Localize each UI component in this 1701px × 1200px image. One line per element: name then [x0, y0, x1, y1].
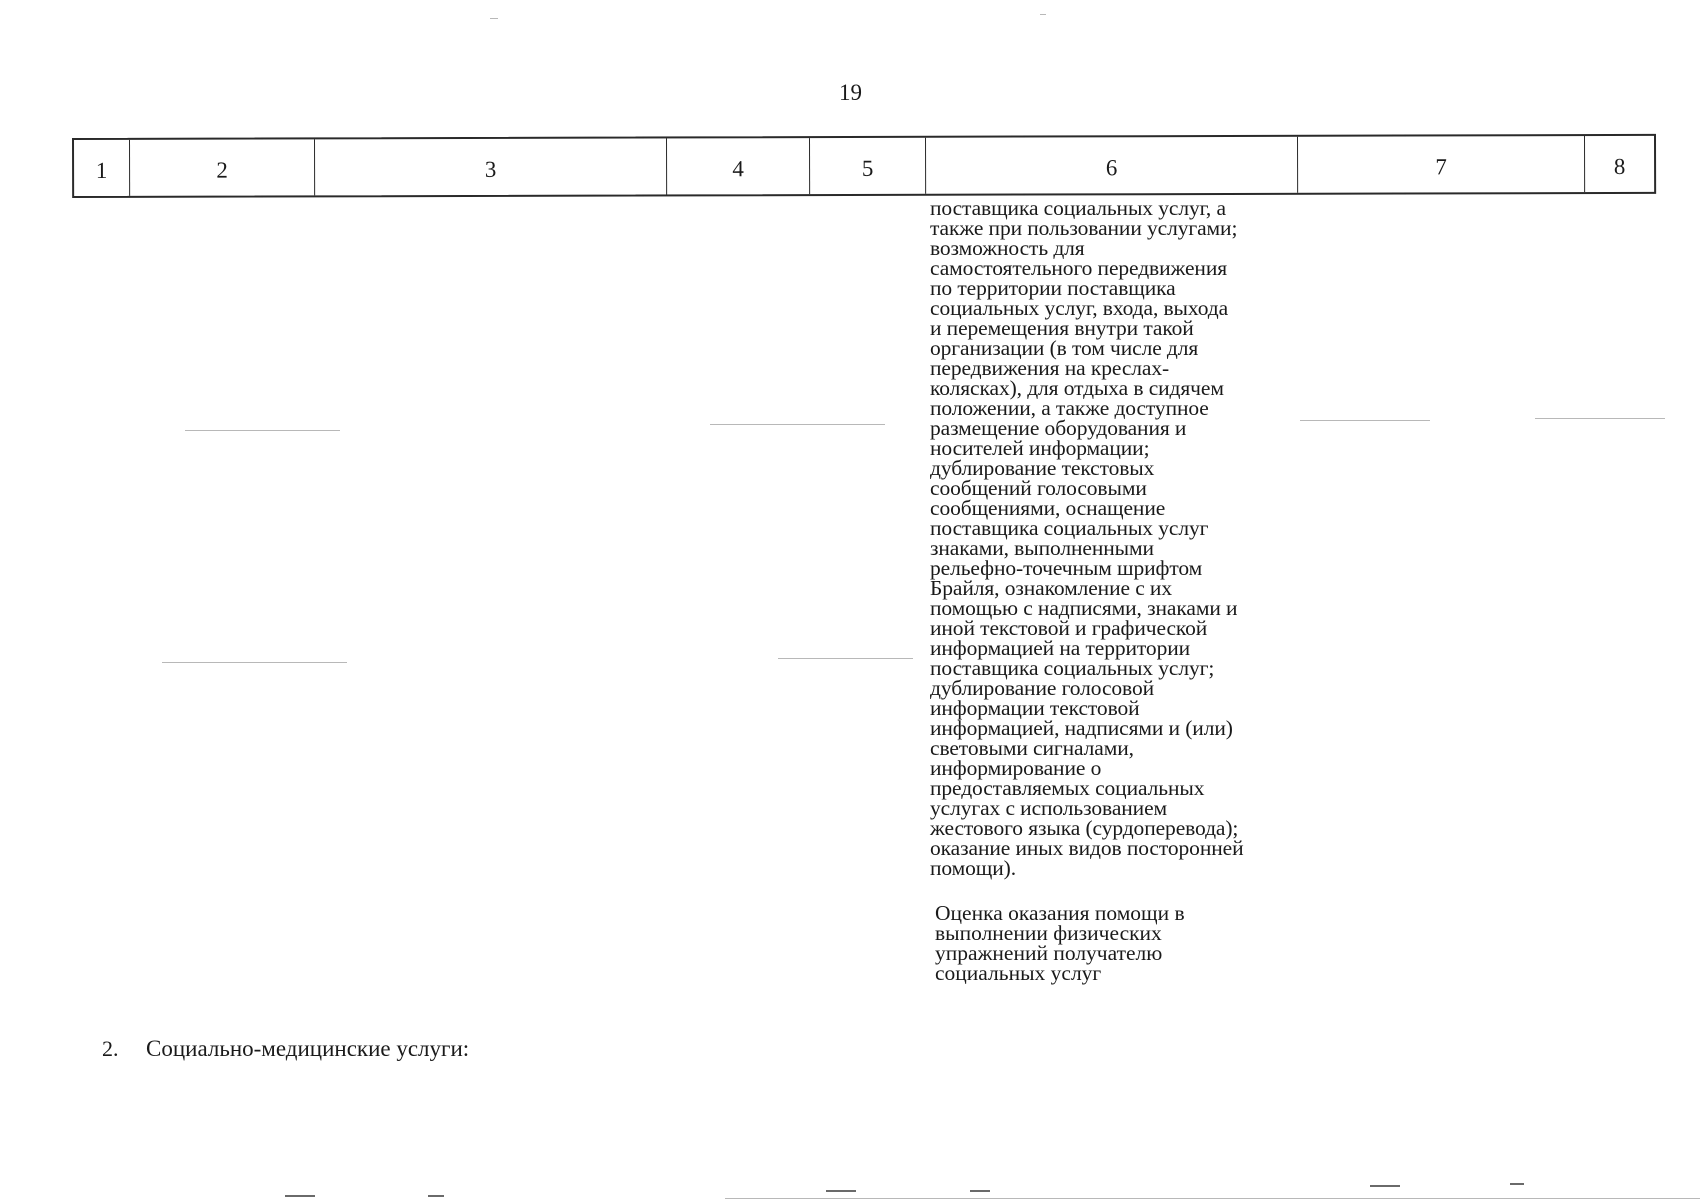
section-title: Социально-медицинские услуги:	[146, 1036, 470, 1061]
text-line: информацией на территории	[930, 636, 1191, 660]
text-line: информации текстовой	[930, 696, 1140, 720]
text-line: выполнении физических	[935, 921, 1162, 945]
text-line: световыми сигналами,	[930, 736, 1134, 760]
text-line: дублирование голосовой	[930, 676, 1155, 700]
text-line: также при пользовании услугами;	[930, 216, 1238, 240]
column-header-3: 3	[315, 138, 667, 195]
column-header-5: 5	[810, 138, 926, 194]
scan-artifact	[725, 1198, 1700, 1199]
text-line: передвижения на креслах-	[930, 356, 1170, 380]
text-line: поставщика социальных услуг, а	[930, 196, 1226, 220]
text-line: помощи).	[930, 856, 1016, 880]
text-line: рельефно-точечным шрифтом	[930, 556, 1203, 580]
text-line: самостоятельного передвижения	[930, 256, 1228, 280]
column-6-assessment-text	[935, 903, 1305, 983]
text-line: информирование о	[930, 756, 1102, 780]
scan-artifact	[490, 18, 498, 19]
text-line: Брайля, ознакомление с их	[930, 576, 1172, 600]
text-line: поставщика социальных услуг	[930, 516, 1209, 540]
text-line: помощью с надписями, знаками и	[930, 596, 1238, 620]
column-header-6: 6	[926, 137, 1298, 194]
text-line: носителей информации;	[930, 436, 1150, 460]
text-line: организации (в том числе для	[930, 336, 1199, 360]
section-heading	[102, 1036, 469, 1062]
scan-artifact	[162, 662, 347, 663]
scan-artifact	[428, 1195, 444, 1197]
text-line: предоставляемых социальных	[930, 776, 1205, 800]
scan-artifact	[778, 658, 913, 659]
text-line: положении, а также доступное	[930, 396, 1209, 420]
scan-artifact	[1300, 420, 1430, 421]
scan-artifact	[826, 1190, 856, 1192]
column-header-1: 1	[74, 140, 130, 196]
scan-artifact	[285, 1195, 315, 1197]
scan-artifact	[1040, 14, 1046, 15]
text-line: упражнений получателю	[935, 941, 1163, 965]
text-line: размещение оборудования и	[930, 416, 1187, 440]
text-line: сообщениями, оснащение	[930, 496, 1166, 520]
column-header-7: 7	[1298, 136, 1585, 193]
column-6-cell-text	[930, 198, 1300, 878]
text-line: знаками, выполненными	[930, 536, 1154, 560]
text-line: по территории поставщика	[930, 276, 1176, 300]
text-line: колясках), для отдыха в сидячем	[930, 376, 1224, 400]
column-header-4: 4	[667, 138, 810, 194]
text-line: возможность для	[930, 236, 1085, 260]
text-line: информацией, надписями и (или)	[930, 716, 1233, 740]
text-line: жестового языка (сурдоперевода);	[930, 816, 1239, 840]
text-line: дублирование текстовых	[930, 456, 1155, 480]
section-number: 2.	[102, 1036, 119, 1061]
page-number: 19	[839, 80, 862, 105]
scan-artifact	[1535, 418, 1665, 419]
text-line: поставщика социальных услуг;	[930, 656, 1215, 680]
scan-artifact	[1370, 1185, 1400, 1187]
text-line: Оценка оказания помощи в	[935, 901, 1185, 925]
column-header-2: 2	[130, 139, 315, 195]
text-line: оказание иных видов посторонней	[930, 836, 1244, 860]
table-header-row	[72, 134, 1656, 198]
scan-artifact	[185, 430, 340, 431]
scan-artifact	[1510, 1183, 1524, 1185]
text-line: иной текстовой и графической	[930, 616, 1208, 640]
text-line: социальных услуг	[935, 961, 1102, 985]
scan-artifact	[970, 1190, 990, 1192]
text-line: и перемещения внутри такой	[930, 316, 1194, 340]
scan-artifact	[710, 424, 885, 425]
text-line: услугах с использованием	[930, 796, 1168, 820]
text-line: социальных услуг, входа, выхода	[930, 296, 1229, 320]
column-header-8: 8	[1613, 153, 1626, 179]
text-line: сообщений голосовыми	[930, 476, 1147, 500]
